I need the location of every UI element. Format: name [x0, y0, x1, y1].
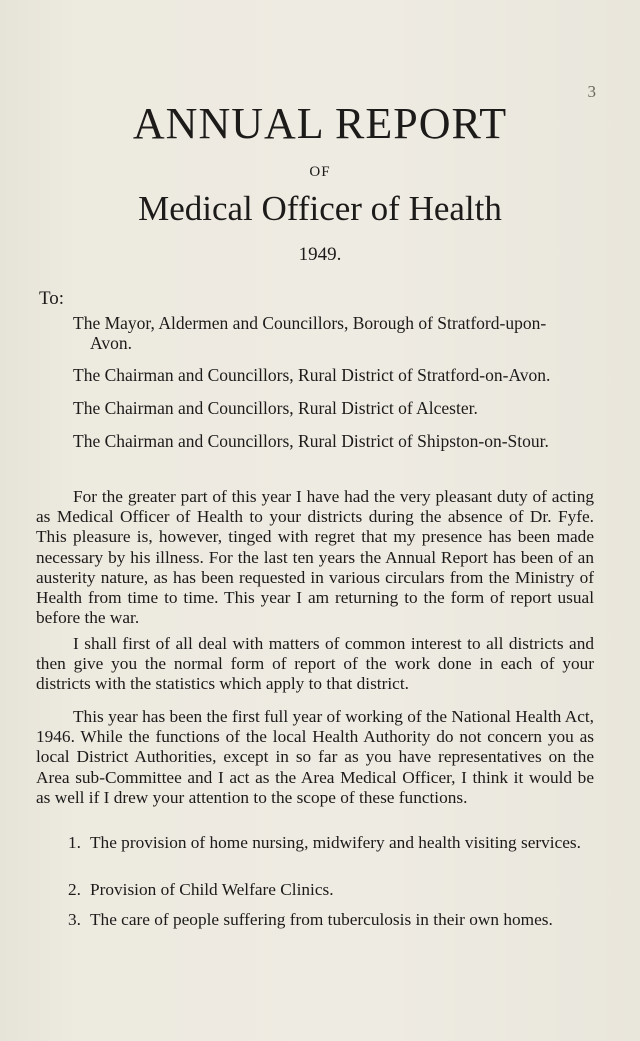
addressee-line-continued: Avon.: [90, 333, 132, 353]
page-number: 3: [587, 82, 596, 101]
to-label: To:: [39, 288, 65, 309]
list-item-number: 2.: [68, 880, 81, 899]
addressee-2: [73, 365, 613, 385]
list-item: [68, 880, 593, 900]
body-paragraph-2: I shall first of all deal with matters of common interest to all districts and then give you the normal form of report of the work done in each of your districts with the statistics which apply to that district.: [36, 634, 594, 694]
body-paragraph-1: For the greater part of this year I have had the very pleasant duty of acting as Medical Officer of Health to your districts during the absence of Dr. Fyfe. This pleasure is, however, tinged with regret that my presence has been made necessary by his illness. For the last ten years the Annual Report has been of an austerity nature, as has been requested in various circulars from the Ministry of Health from time to time. This year I am returning to the form of report usual before the war.: [36, 487, 594, 628]
addressee-1: [73, 313, 613, 353]
report-title: ANNUAL REPORT: [132, 99, 508, 148]
addressee-line: The Mayor, Aldermen and Councillors, Borough of Stratford-upon-: [73, 313, 547, 333]
list-item-number: 1.: [68, 833, 81, 852]
list-item: [68, 910, 593, 930]
title-connector: OF: [309, 164, 331, 180]
list-item-number: 3.: [68, 910, 81, 929]
list-item: [68, 833, 593, 853]
addressee-line: The Chairman and Councillors, Rural District of Stratford-on-Avon.: [73, 365, 551, 385]
addressee-3: [73, 398, 613, 418]
list-item-text: The care of people suffering from tuberculosis in their own homes.: [90, 910, 553, 929]
addressee-line: The Chairman and Councillors, Rural District of Shipston-on-Stour.: [73, 431, 549, 451]
addressee-4: [73, 431, 613, 451]
report-year: 1949.: [298, 244, 342, 265]
list-item-text: The provision of home nursing, midwifery and health visiting services.: [90, 833, 581, 852]
body-paragraph-3: This year has been the first full year of working of the National Health Act, 1946. While the functions of the local Health Authority do not concern you as local District Authorities, except in so far as you have representatives on the Area sub-Committee and I act as the Area Medical Officer, I think it would be as well if I drew your attention to the scope of these functions.: [36, 707, 594, 807]
list-item-text: Provision of Child Welfare Clinics.: [90, 880, 334, 899]
report-subtitle: Medical Officer of Health: [138, 189, 502, 228]
addressee-line: The Chairman and Councillors, Rural District of Alcester.: [73, 398, 478, 418]
